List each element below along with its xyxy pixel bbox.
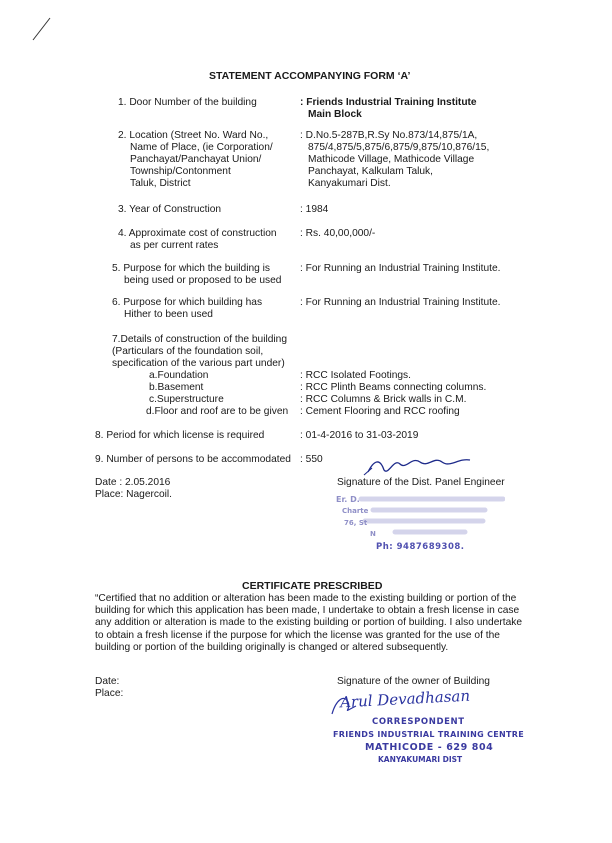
item-7-part-value: : Cement Flooring and RCC roofing — [300, 406, 460, 417]
engineer-stamp-faded-text — [355, 495, 505, 537]
item-2-label-line: Township/Contonment — [130, 166, 231, 177]
item-3-label-line: 3. Year of Construction — [118, 204, 222, 215]
item-7-part-label: c.Superstructure — [149, 394, 224, 405]
engineer-stamp-line-2: Charte — [342, 507, 369, 515]
item-7-part-value: : RCC Isolated Footings. — [300, 370, 411, 381]
engineer-stamp-line-3: 76, St — [344, 519, 368, 527]
item-2-value-line: : D.No.5-287B,R.Sy No.873/14,875/1A, — [300, 130, 478, 141]
engineer-stamp-line-4: N — [370, 530, 376, 538]
item-9-label: 9. Number of persons to be accommodated — [95, 454, 291, 465]
item-8-value: : 01-4-2016 to 31-03-2019 — [300, 430, 419, 441]
item-7-part-value: : RCC Plinth Beams connecting columns. — [300, 382, 487, 393]
item-1-value-line: Main Block — [308, 109, 362, 120]
item-6-label-line: 6. Purpose for which building has — [112, 297, 263, 308]
item-5-label-line: 5. Purpose for which the building is — [112, 263, 270, 274]
engineer-signature — [360, 450, 480, 478]
item-7-heading-line: specification of the various part under) — [112, 358, 285, 369]
item-6-value-line: : For Running an Industrial Training Institute. — [300, 297, 501, 308]
item-2-value-line: Mathicode Village, Mathicode Village — [308, 154, 475, 165]
engineer-stamp-phone: Ph: 9487689308. — [376, 542, 465, 552]
item-6-label-line: Hither to been used — [124, 309, 213, 320]
item-7-heading-line: (Particulars of the foundation soil, — [112, 346, 264, 357]
item-2-value-line: Kanyakumari Dist. — [308, 178, 391, 189]
item-1-label-line: 1. Door Number of the building — [118, 97, 257, 108]
date-line: Date : 2.05.2016 — [95, 477, 171, 488]
certificate-text: “Certified that no addition or alteration has been made to the existing building or portion of the building for which this application has been made, I undertake to obtain a fresh license in case any addition or alteration is made to the existing building or portion of building. I also undertake to obtain a fresh license if the purpose for which the license was granted for the use of the building or portion of the building originally is changed or altered subsequently. — [95, 593, 523, 653]
item-7-part-value: : RCC Columns & Brick walls in C.M. — [300, 394, 467, 405]
item-7-part-label: d.Floor and roof are to be given — [146, 406, 289, 417]
certificate-heading: CERTIFICATE PRESCRIBED — [242, 580, 383, 592]
item-8-label: 8. Period for which license is required — [95, 430, 265, 441]
item-7-part-label: b.Basement — [149, 382, 204, 393]
item-2-label-line: Panchayat/Panchayat Union/ — [130, 154, 262, 165]
item-5-value-line: : For Running an Industrial Training Institute. — [300, 263, 501, 274]
owner-signature: Arul Devadhasan — [339, 686, 471, 712]
place-line: Place: Nagercoil. — [95, 489, 173, 500]
item-3-value-line: : 1984 — [300, 204, 329, 215]
page-title: STATEMENT ACCOMPANYING FORM ‘A’ — [209, 70, 411, 82]
engineer-signature-caption: Signature of the Dist. Panel Engineer — [337, 477, 505, 488]
engineer-stamp-line-1: Er. D. — [336, 495, 360, 504]
pen-stroke-mark — [30, 16, 52, 42]
owner-stamp-institute: FRIENDS INDUSTRIAL TRAINING CENTRE — [333, 730, 525, 739]
item-7-heading-line: 7.Details of construction of the building — [112, 334, 287, 345]
item-2-value-line: 875/4,875/5,875/6,875/9,875/10,876/15, — [308, 142, 490, 153]
item-5-label-line: being used or proposed to be used — [124, 275, 282, 286]
owner-place-label: Place: — [95, 688, 124, 699]
item-1-value-line: : Friends Industrial Training Institute — [300, 97, 477, 108]
item-7-part-label: a.Foundation — [149, 370, 209, 381]
item-4-label-line: as per current rates — [130, 240, 219, 251]
item-4-label-line: 4. Approximate cost of construction — [118, 228, 277, 239]
owner-stamp-correspondent: CORRESPONDENT — [372, 717, 465, 727]
owner-stamp-district: KANYAKUMARI DIST — [378, 755, 463, 764]
item-9-value: : 550 — [300, 454, 323, 465]
item-2-value-line: Panchayat, Kalkulam Taluk, — [308, 166, 433, 177]
owner-signature-caption: Signature of the owner of Building — [337, 676, 490, 687]
item-2-label-line: Name of Place, (ie Corporation/ — [130, 142, 273, 153]
owner-date-label: Date: — [95, 676, 120, 687]
owner-signature-flourish — [326, 692, 366, 718]
item-2-label-line: Taluk, District — [130, 178, 191, 189]
owner-stamp-address: MATHICODE - 629 804 — [365, 742, 494, 753]
item-4-value-line: : Rs. 40,00,000/- — [300, 228, 376, 239]
item-2-label-line: 2. Location (Street No. Ward No., — [118, 130, 269, 141]
